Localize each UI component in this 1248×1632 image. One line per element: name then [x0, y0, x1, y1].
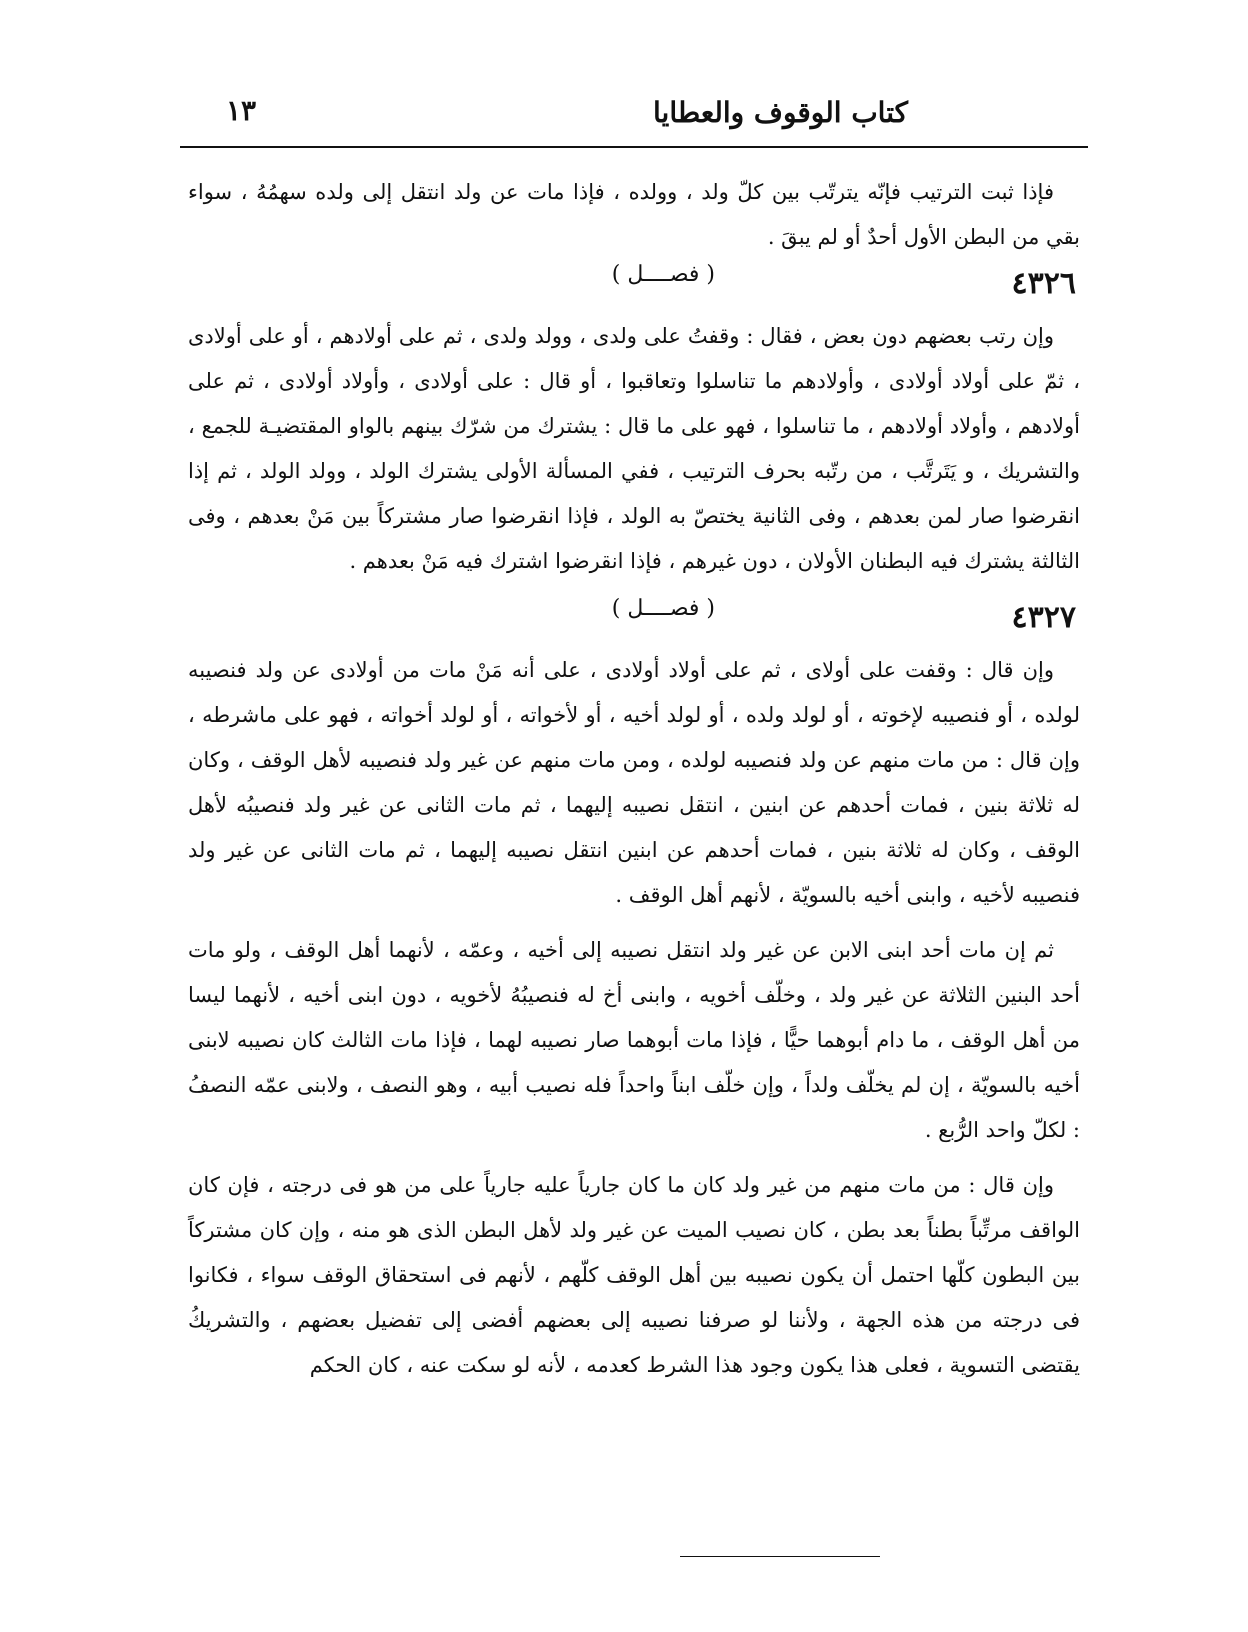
header-rule — [180, 146, 1088, 148]
section-heading — [188, 594, 1080, 648]
running-header — [180, 92, 1088, 148]
section-label: ( فصــــل ) — [611, 262, 715, 287]
paragraph: وإن قال : وقفت على أولاى ، ثم على أولاد أولادى ، على أنه مَنْ مات من أولادى عن ولد فنصيبه لولده ، أو فنصيبه لإخوته ، أو لولد ولده ، أو لولد أخيه ، أو لأخواته ، أو لولد أخواته ، فهو على ماشرطه ، وإن قال : من مات منهم عن ولد فنصيبه لولده ، ومن مات منهم عن غير ولد فنصيبه لأهل الوقف ، وكان له ثلاثة بنين ، فمات أحدهم عن ابنين ، انتقل نصيبه إليهما ، ثم مات الثانى عن غير ولد فنصيبُه لأهل الوقف ، وكان له ثلاثة بنين ، فمات أحدهم عن ابنين انتقل نصيبه إليهما ، ثم مات الثانى عن غير ولد فنصيبه لأخيه ، وابنى أخيه بالسويّة ، لأنهم أهل الوقف . — [188, 658, 1080, 907]
book-title: كتاب الوقوف والعطايا — [653, 96, 908, 129]
paragraph: فإذا ثبت الترتيب فإنّه يترتّب بين كلّ ولد ، وولده ، فإذا مات عن ولد انتقل إلى ولده سهمُهُ ، سواء بقي من البطن الأول أحدٌ أو لم يبقَ . — [188, 180, 1080, 249]
section-label: ( فصــــل ) — [611, 596, 715, 621]
paragraph: وإن رتب بعضهم دون بعض ، فقال : وقفتُ على ولدى ، وولد ولدى ، ثم على أولادهم ، أو على أولادى ، ثمّ على أولاد أولادى ، وأولادهم ما تناسلوا وتعاقبوا ، أو قال : على أولادى ، وأولاد أولادى ، ثم على أولادهم ، وأولاد أولادهم ، ما تناسلوا ، فهو على ما قال : يشترك من شرّك بينهم بالواو المقتضيـة للجمع ، والتشريك ، و يَتَرتَّب ، من رتّبه بحرف الترتيب ، ففي المسألة الأولى يشترك الولد ، وولد الولد ، ثم إذا انقرضوا صار لمن بعدهم ، وفى الثانية يختصّ به الولد ، فإذا انقرضوا صار مشتركاً بين مَنْ بعدهم ، وفى الثالثة يشترك فيه البطنان الأولان ، دون غيرهم ، فإذا انقرضوا اشترك فيه مَنْ بعدهم . — [188, 324, 1080, 573]
body-text — [188, 170, 1080, 1388]
paragraph: وإن قال : من مات منهم من غير ولد كان ما كان جارياً عليه جارياً على من هو فى درجته ، فإن كان الواقف مرتِّباً بطناً بعد بطن ، كان نصيب الميت عن غير ولد لأهل البطن الذى هو منه ، وإن كان مشتركاً بين البطون كلّها احتمل أن يكون نصيبه بين أهل الوقف كلّهم ، لأنهم فى استحقاق الوقف سواء ، فكانوا فى درجته من هذه الجهة ، ولأننا لو صرفنا نصيبه إلى بعضهم أفضى إلى تفضيل بعضهم ، والتشريكُ يقتضى التسوية ، فعلى هذا يكون وجود هذا الشرط كعدمه ، لأنه لو سكت عنه ، كان الحكم — [188, 1173, 1080, 1377]
page-number: ١٣ — [226, 94, 257, 127]
section-heading — [188, 260, 1080, 314]
section-number: ٤٣٢٧ — [1011, 600, 1076, 635]
paragraph: ثم إن مات أحد ابنى الابن عن غير ولد انتقل نصيبه إلى أخيه ، وعمّه ، لأنهما أهل الوقف ، ولو مات أحد البنين الثلاثة عن غير ولد ، وخلّف أخويه ، وابنى أخ له فنصيبُهُ لأخويه ، دون ابنى أخيه ، لأنهما ليسا من أهل الوقف ، ما دام أبوهما حيًّا ، فإذا مات أبوهما صار نصيبه لهما ، فإذا مات الثالث كان نصيبه لابنى أخيه بالسويّة ، إن لم يخلّف ولداً ، وإن خلّف ابناً واحداً فله نصيب أبيه ، وهو النصف ، ولابنى عمّه النصفُ : لكلّ واحد الرُّبع . — [188, 938, 1080, 1142]
section-number: ٤٣٢٦ — [1011, 266, 1076, 301]
footnote-rule — [680, 1556, 880, 1557]
